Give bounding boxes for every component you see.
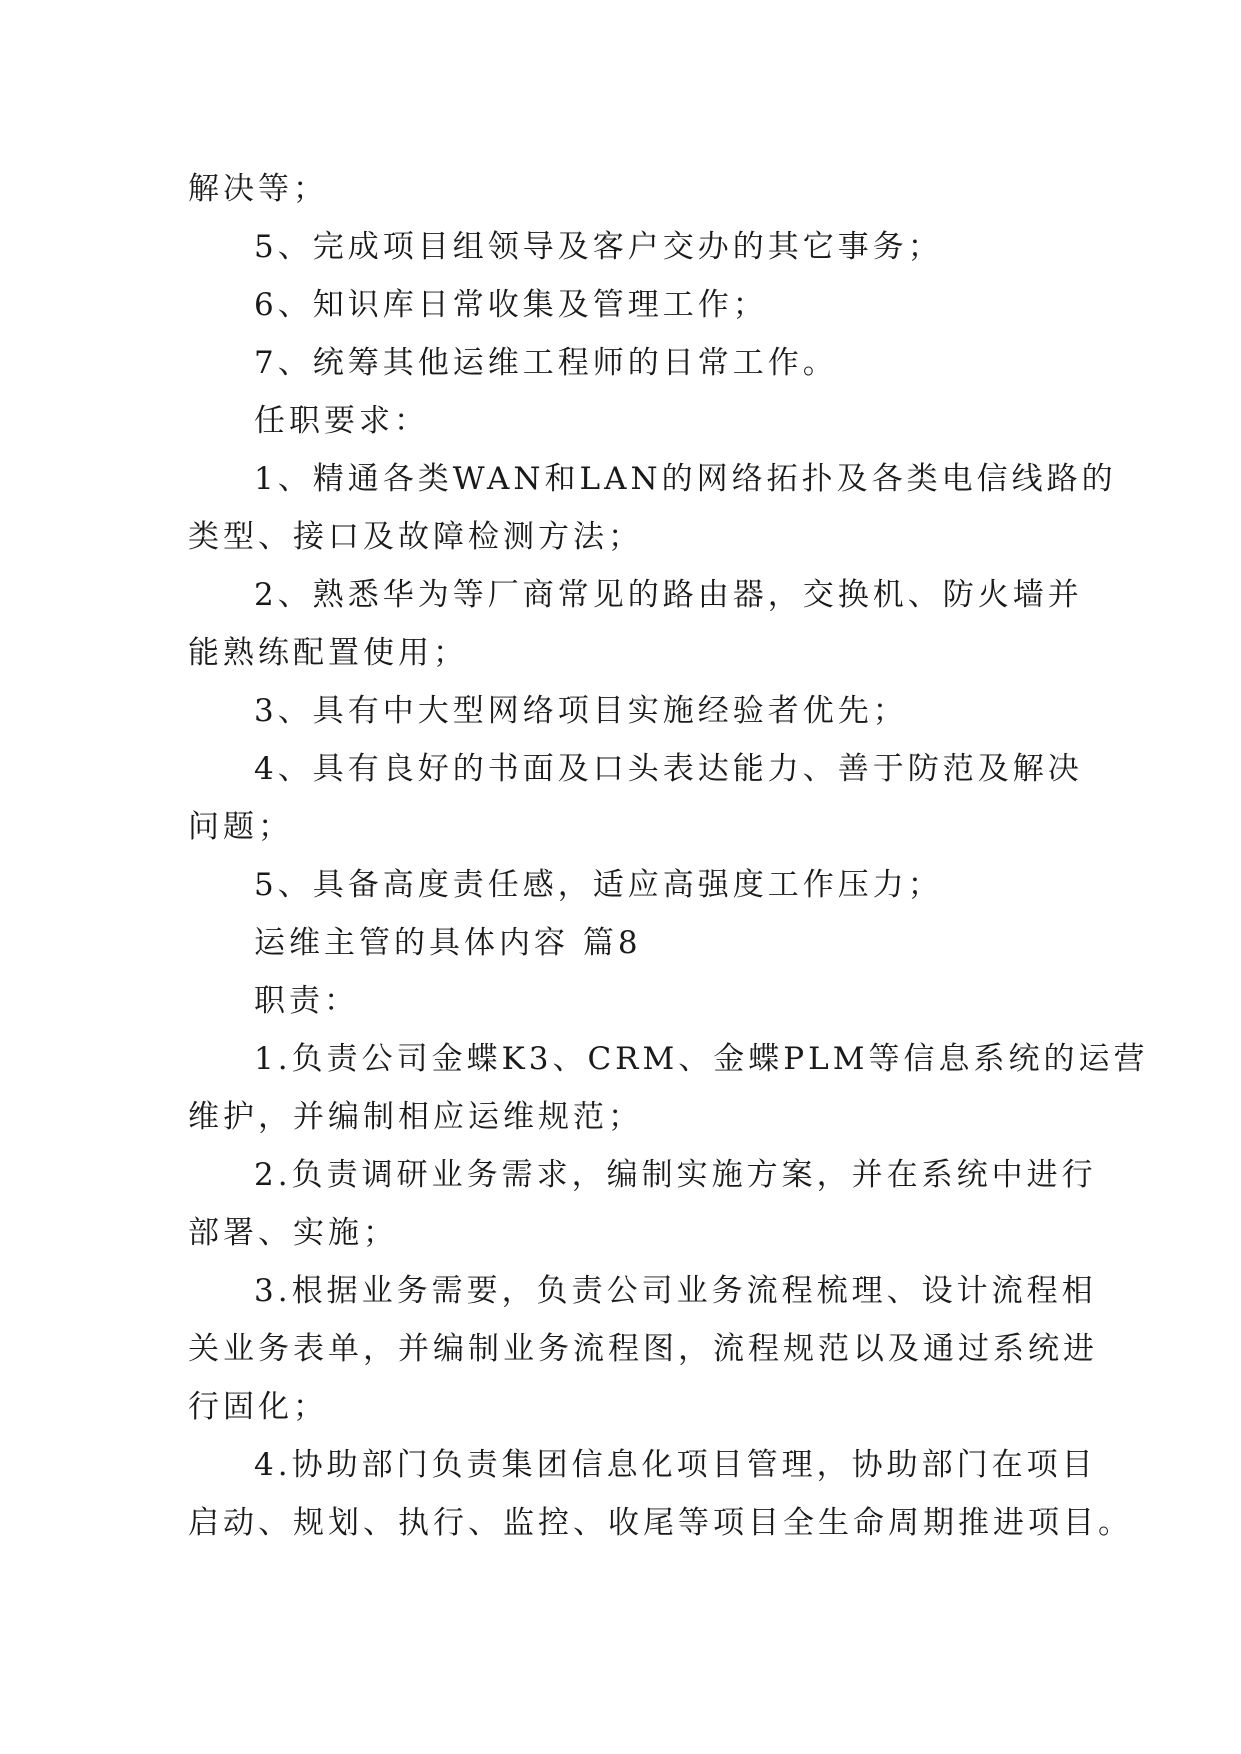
text-line: 5、具备高度责任感，适应高强度工作压力； bbox=[254, 867, 943, 903]
text-line: 关业务表单，并编制业务流程图，流程规范以及通过系统进 bbox=[188, 1331, 1098, 1367]
section-heading: 任职要求： bbox=[254, 403, 429, 439]
text-line: 行固化； bbox=[188, 1389, 328, 1425]
text-line: 3、具有中大型网络项目实施经验者优先； bbox=[254, 693, 908, 729]
text-line: 能熟练配置使用； bbox=[188, 635, 468, 671]
text-line: 4、具有良好的书面及口头表达能力、善于防范及解决 bbox=[254, 751, 1083, 787]
text-line: 部署、实施； bbox=[188, 1215, 398, 1251]
text-line: 7、统筹其他运维工程师的日常工作。 bbox=[254, 345, 838, 381]
text-line: 解决等； bbox=[188, 171, 328, 207]
text-line: 4.协助部门负责集团信息化项目管理，协助部门在项目 bbox=[254, 1447, 1097, 1483]
text-line: 2.负责调研业务需求，编制实施方案，并在系统中进行 bbox=[254, 1157, 1097, 1193]
text-line: 问题； bbox=[188, 809, 293, 845]
text-line: 启动、规划、执行、监控、收尾等项目全生命周期推进项目。 bbox=[188, 1505, 1133, 1541]
section-title: 运维主管的具体内容 篇8 bbox=[254, 925, 642, 961]
text-line: 3.根据业务需要，负责公司业务流程梳理、设计流程相 bbox=[254, 1273, 1097, 1309]
text-line: 6、知识库日常收集及管理工作； bbox=[254, 287, 768, 323]
text-line: 类型、接口及故障检测方法； bbox=[188, 519, 643, 555]
text-line: 维护，并编制相应运维规范； bbox=[188, 1099, 643, 1135]
section-heading: 职责： bbox=[254, 983, 359, 1019]
text-line: 2、熟悉华为等厂商常见的路由器，交换机、防火墙并 bbox=[254, 577, 1083, 613]
text-line: 1、精通各类WAN和LAN的网络拓扑及各类电信线路的 bbox=[254, 461, 1117, 497]
text-line: 1.负责公司金蝶K3、CRM、金蝶PLM等信息系统的运营 bbox=[254, 1041, 1149, 1077]
document-body bbox=[188, 160, 1149, 1552]
text-line: 5、完成项目组领导及客户交办的其它事务； bbox=[254, 229, 943, 265]
